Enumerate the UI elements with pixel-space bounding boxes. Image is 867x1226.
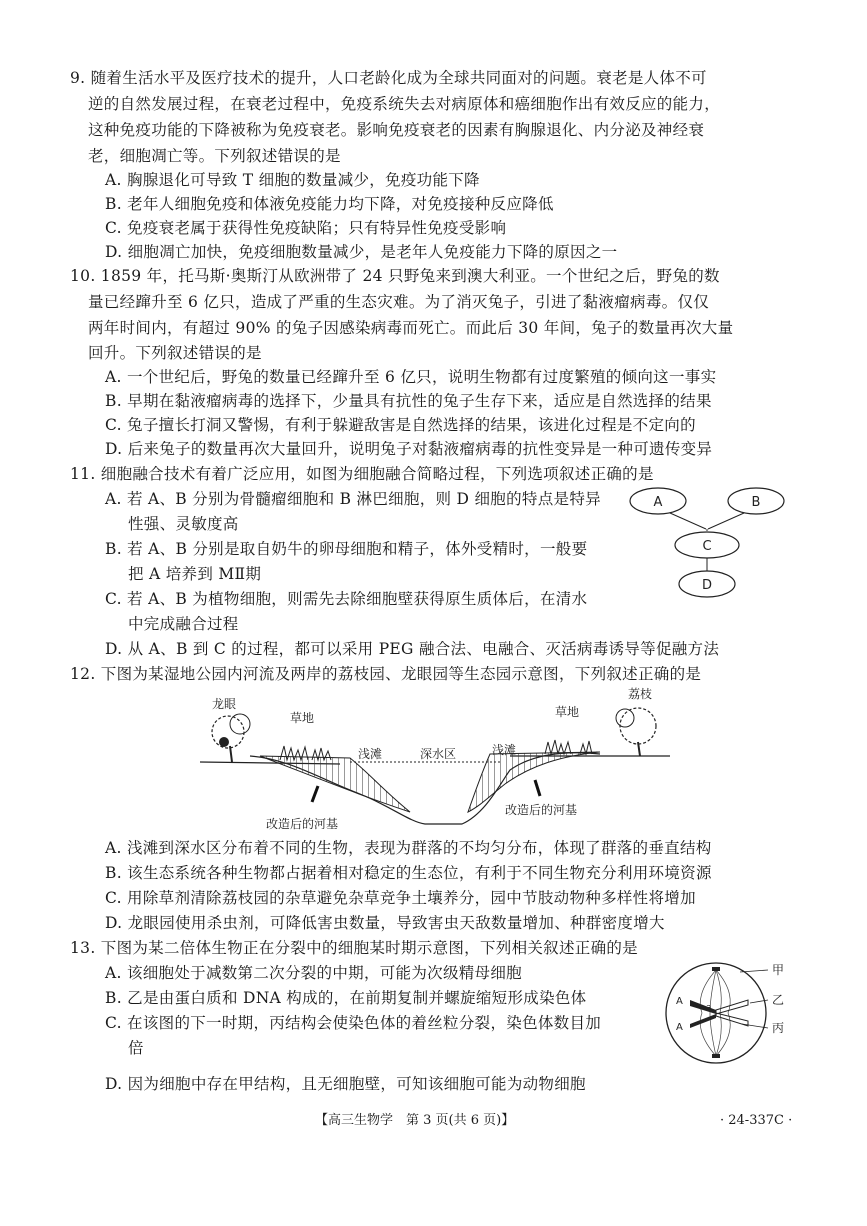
cell-b-label: B — [751, 495, 761, 510]
label-lychee: 荔枝 — [628, 687, 653, 701]
label-allele-small-a: a — [706, 1003, 712, 1013]
q10-option-a: A. 一个世纪后，野兔的数量已经蹿升至 6 亿只，说明生物都有过度繁殖的倾向这一事实 — [105, 368, 717, 386]
q9-option-c: C. 免疫衰老属于获得性免疫缺陷；只有特异性免疫受影响 — [105, 219, 507, 237]
label-bing: 丙 — [772, 1021, 785, 1035]
q13-option-a: A. 该细胞处于减数第二次分裂的中期，可能为次级精母细胞 — [105, 964, 522, 982]
q11-option-d: D. 从 A、B 到 C 的过程，都可以采用 PEG 融合法、电融合、灭活病毒诱导等促融方法 — [105, 640, 720, 658]
centriole-bottom-icon — [712, 1054, 720, 1058]
q9-stem-line: 老，细胞凋亡等。下列叙述错误的是 — [88, 147, 341, 165]
footer-page-title: 【高三生物学 第 3 页(共 6 页)】 — [315, 1113, 515, 1128]
q9-option-b: B. 老年人细胞免疫和体液免疫能力均下降，对免疫接种反应降低 — [105, 195, 554, 213]
q12-option-d: D. 龙眼园使用杀虫剂，可降低害虫数量，导致害虫天敌数量增加、种群密度增大 — [105, 914, 665, 932]
q11-stem: 11. 细胞融合技术有着广泛应用，如图为细胞融合简略过程，下列选项叙述正确的是 — [70, 465, 654, 483]
lychee-tree-icon — [616, 708, 656, 756]
label-allele-a-upper: A — [676, 996, 683, 1007]
label-deep-water: 深水区 — [420, 747, 457, 761]
longan-tree-icon — [212, 714, 250, 762]
q9-option-d: D. 细胞凋亡加快，免疫细胞数量减少，是老年人免疫能力下降的原因之一 — [105, 243, 618, 261]
q13-stem: 13. 下图为某二倍体生物正在分裂中的细胞某时期示意图，下列相关叙述正确的是 — [70, 939, 638, 957]
cell-c-label: C — [702, 539, 712, 554]
label-shallow-left: 浅滩 — [358, 747, 383, 761]
label-yi: 乙 — [772, 993, 785, 1007]
label-jia: 甲 — [772, 963, 785, 977]
q11-option-c: C. 若 A、B 为植物细胞，则需先去除细胞壁获得原生质体后，在清水 — [105, 590, 588, 608]
q9-stem-line: 9. 随着生活水平及医疗技术的提升，人口老龄化成为全球共同面对的问题。衰老是人体不可 — [70, 69, 707, 87]
q13-option-c: C. 在该图的下一时期，丙结构会使染色体的着丝粒分裂，染色体数目加 — [105, 1014, 602, 1032]
q13-option-d: D. 因为细胞中存在甲结构，且无细胞壁，可知该细胞可能为动物细胞 — [105, 1075, 586, 1093]
q11-option-b-cont: 把 A 培养到 MⅡ期 — [128, 565, 262, 583]
cell-fusion-diagram — [628, 483, 798, 603]
q10-stem-line: 回升。下列叙述错误的是 — [88, 344, 262, 362]
q11-option-c-cont: 中完成融合过程 — [128, 615, 239, 633]
label-allele-a-lower: A — [676, 1022, 683, 1033]
label-shallow-right: 浅滩 — [492, 743, 517, 757]
label-bank-right: 改造后的河基 — [505, 803, 578, 817]
q9-option-a: A. 胸腺退化可导致 T 细胞的数量减少，免疫功能下降 — [105, 171, 480, 189]
q9-stem-line: 这种免疫功能的下降被称为免疫衰老。影响免疫衰老的因素有胸腺退化、内分泌及神经衰 — [88, 121, 705, 139]
q11-option-a-cont: 性强、灵敏度高 — [128, 515, 239, 533]
label-longan: 龙眼 — [212, 697, 237, 711]
bank-stake-left — [312, 786, 318, 802]
q12-option-b: B. 该生态系统各种生物都占据着相对稳定的生态位，有利于不同生物充分利用环境资源 — [105, 864, 712, 882]
q10-stem-line: 10. 1859 年，托马斯·奥斯汀从欧洲带了 24 只野兔来到澳大利亚。一个世纪之后，野兔的数 — [70, 267, 720, 285]
q10-option-b: B. 早期在黏液瘤病毒的选择下，少量具有抗性的兔子生存下来，适应是自然选择的结果 — [105, 392, 712, 410]
wetland-river-figure — [200, 684, 670, 834]
cell-d-label: D — [701, 578, 713, 593]
q11-option-b: B. 若 A、B 分别是取自奶牛的卵母细胞和精子，体外受精时，一般要 — [105, 540, 588, 558]
arrow-a-to-c — [670, 513, 706, 529]
q12-option-c: C. 用除草剂清除荔枝园的杂草避免杂草竞争土壤养分，园中节肢动物种多样性将增加 — [105, 889, 696, 907]
arrow-b-to-c — [708, 513, 744, 529]
grass-right-icon — [545, 740, 592, 754]
q10-stem-line: 量已经蹿升至 6 亿只，造成了严重的生态灾难。为了消灭兔子，引进了黏液瘤病毒。仅仅 — [88, 293, 710, 311]
label-bank-left: 改造后的河基 — [266, 817, 339, 831]
q13-option-c-cont: 倍 — [128, 1039, 144, 1057]
centriole-top-icon — [712, 967, 720, 971]
q12-stem: 12. 下图为某湿地公园内河流及两岸的荔枝园、龙眼园等生态园示意图，下列叙述正确的是 — [70, 665, 702, 683]
q11-option-a: A. 若 A、B 分别为骨髓瘤细胞和 B 淋巴细胞，则 D 细胞的特点是特异 — [105, 490, 601, 508]
q9-stem-line: 逆的自然发展过程，在衰老过程中，免疫系统失去对病原体和癌细胞作出有效反应的能力， — [88, 95, 721, 113]
q10-stem-line: 两年时间内，有超过 90% 的兔子因感染病毒而死亡。而此后 30 年间，兔子的数量再次大量 — [88, 319, 734, 337]
cell-division-figure — [660, 958, 800, 1068]
left-bank-hatch — [260, 756, 410, 812]
footer-code: · 24-337C · — [720, 1113, 793, 1128]
q13-option-b: B. 乙是由蛋白质和 DNA 构成的，在前期复制并螺旋缩短形成染色体 — [105, 989, 587, 1007]
chromosome-pair-icon — [690, 1000, 748, 1028]
bank-stake-right — [535, 780, 540, 796]
cell-a-label: A — [653, 495, 663, 510]
q12-option-a: A. 浅滩到深水区分布着不同的生物，表现为群落的不均匀分布，体现了群落的垂直结构 — [105, 839, 712, 857]
label-grass-left: 草地 — [290, 711, 315, 725]
label-grass-right: 草地 — [555, 705, 580, 719]
q10-option-d: D. 后来兔子的数量再次大量回升，说明兔子对黏液瘤病毒的抗性变异是一种可遗传变异 — [105, 440, 713, 458]
q10-option-c: C. 兔子擅长打洞又警惕，有利于躲避敌害是自然选择的结果，该进化过程是不定向的 — [105, 416, 696, 434]
